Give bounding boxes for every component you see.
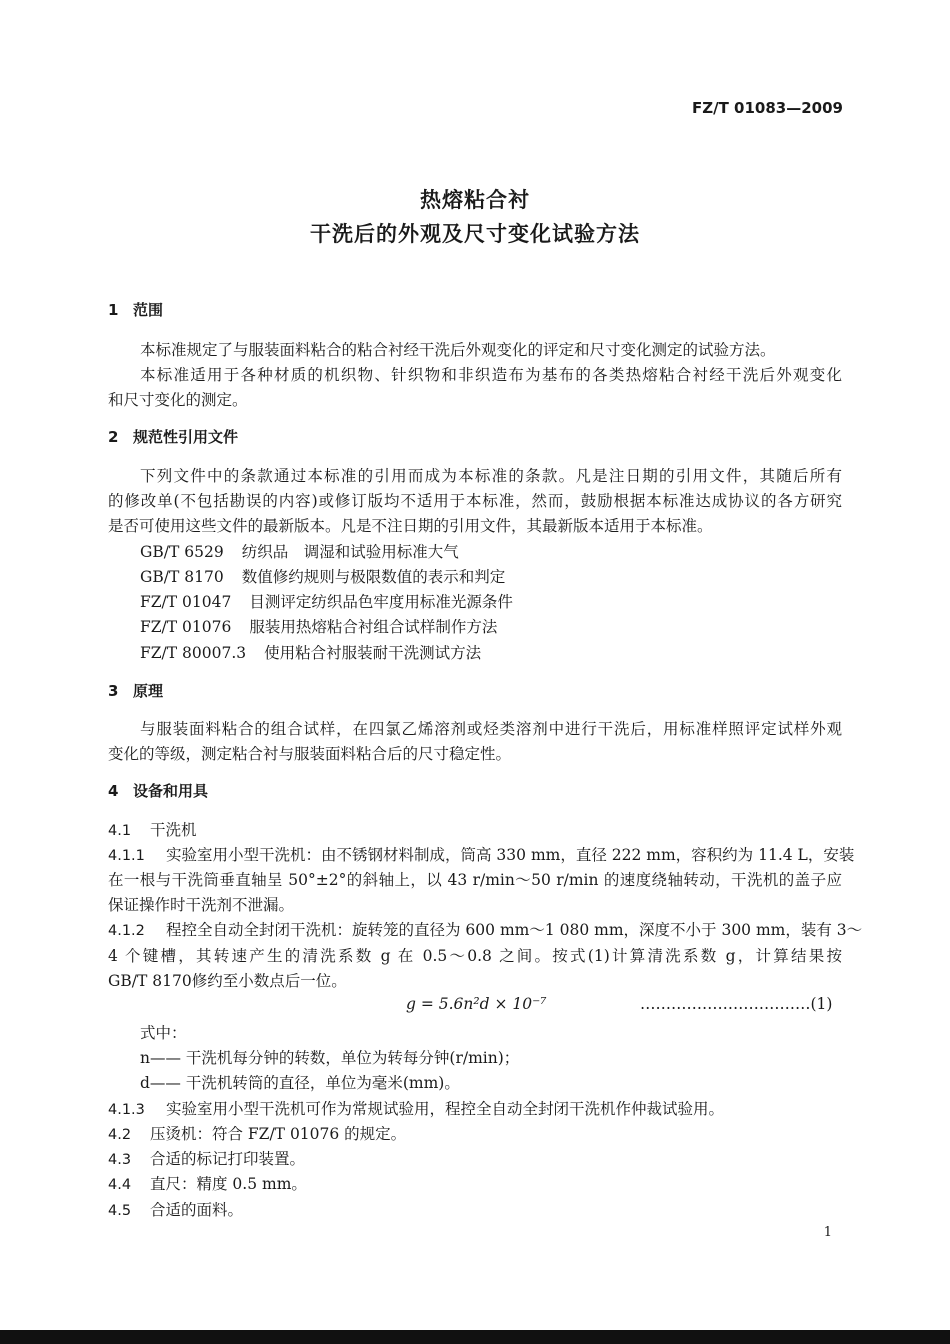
reference-item xyxy=(140,615,497,637)
reference-title: 数值修约规则与极限数值的表示和判定 xyxy=(241,568,506,586)
reference-code: FZ/T 01076 xyxy=(140,618,232,636)
where-item-n: n—— 干洗机每分钟的转数，单位为转每分钟(r/min)； xyxy=(140,1049,520,1067)
reference-title: 服装用热熔粘合衬组合试样制作方法 xyxy=(249,618,498,636)
subsection-text: 直尺：精度 0.5 mm。 xyxy=(150,1175,307,1193)
section-number: 3 xyxy=(108,682,119,700)
subsection-4-1 xyxy=(108,818,197,840)
subsection-number: 4.5 xyxy=(108,1203,132,1219)
subsection-text: 压烫机：符合 FZ/T 01076 的规定。 xyxy=(150,1125,407,1143)
section-number: 1 xyxy=(108,301,119,319)
section-title: 范围 xyxy=(133,301,164,319)
reference-item xyxy=(140,540,459,562)
paragraph-line: 变化的等级，测定粘合衬与服装面料粘合后的尺寸稳定性。 xyxy=(108,745,512,763)
subsection-4-1-1 xyxy=(108,843,855,865)
reference-title: 使用粘合衬服装耐干洗测试方法 xyxy=(264,644,482,662)
where-item-d: d—— 干洗机转筒的直径，单位为毫米(mm)。 xyxy=(140,1074,460,1092)
paragraph-line: 本标准规定了与服装面料粘合的粘合衬经干洗后外观变化的评定和尺寸变化测定的试验方法。 xyxy=(140,341,776,359)
subsection-number: 4.2 xyxy=(108,1127,132,1143)
subsection-number: 4.4 xyxy=(108,1177,132,1193)
subsection-text: 程控全自动全封闭干洗机：旋转笼的直径为 600 mm～1 080 mm，深度不小于 300 mm，装有 3～ xyxy=(166,921,863,939)
paragraph-line: 4 个键槽，其转速产生的清洗系数 g 在 0.5～0.8 之间。按式(1)计算清洗系数 g，计算结果按 xyxy=(108,947,842,965)
section-2-heading xyxy=(108,426,238,447)
section-1-heading xyxy=(108,299,163,320)
section-title: 规范性引用文件 xyxy=(133,428,239,446)
reference-code: FZ/T 01047 xyxy=(140,593,232,611)
section-4-heading xyxy=(108,780,208,801)
paragraph-line: 是否可使用这些文件的最新版本。凡是不注日期的引用文件，其最新版本适用于本标准。 xyxy=(108,517,713,535)
subsection-number: 4.3 xyxy=(108,1152,132,1168)
subsection-text: 实验室用小型干洗机：由不锈钢材料制成，筒高 330 mm，直径 222 mm，容积约为 11.4 L，安装 xyxy=(166,846,855,864)
where-label: 式中： xyxy=(140,1024,187,1042)
section-3-heading xyxy=(108,680,163,701)
reference-item xyxy=(140,565,505,587)
formula-number-label: (1) xyxy=(810,995,833,1013)
document-title-line1: 热熔粘合衬 xyxy=(420,188,530,212)
document-title-line2: 干洗后的外观及尺寸变化试验方法 xyxy=(310,222,640,246)
subsection-text: 干洗机 xyxy=(150,821,197,839)
subsection-4-1-2 xyxy=(108,918,863,940)
subsection-4-2 xyxy=(108,1122,406,1144)
section-title: 设备和用具 xyxy=(133,782,209,800)
paragraph-line: GB/T 8170修约至小数点后一位。 xyxy=(108,972,347,990)
formula-expression: g = 5.6n²d × 10⁻⁷ xyxy=(406,995,547,1013)
subsection-number: 4.1.1 xyxy=(108,848,145,864)
reference-title: 纺织品 调湿和试验用标准大气 xyxy=(241,543,459,561)
subsection-4-3 xyxy=(108,1147,305,1169)
paragraph-line: 和尺寸变化的测定。 xyxy=(108,391,248,409)
paragraph-line: 保证操作时干洗剂不泄漏。 xyxy=(108,896,295,914)
subsection-number: 4.1.3 xyxy=(108,1102,145,1118)
reference-title: 目测评定纺织品色牢度用标准光源条件 xyxy=(249,593,513,611)
subsection-number: 4.1.2 xyxy=(108,923,145,939)
reference-code: GB/T 6529 xyxy=(140,543,224,561)
formula-number xyxy=(640,995,832,1013)
paragraph-line: 本标准适用于各种材质的机织物、针织物和非织造布为基布的各类热熔粘合衬经干洗后外观变化 xyxy=(140,366,842,384)
reference-item xyxy=(140,590,513,612)
paragraph-line: 与服装面料粘合的组合试样，在四氯乙烯溶剂或烃类溶剂中进行干洗后，用标准样照评定试样外观 xyxy=(140,720,842,738)
section-number: 2 xyxy=(108,428,119,446)
reference-item xyxy=(140,641,481,663)
subsection-text: 实验室用小型干洗机可作为常规试验用，程控全自动全封闭干洗机作仲裁试验用。 xyxy=(166,1100,725,1118)
paragraph-line: 在一根与干洗筒垂直轴呈 50°±2°的斜轴上，以 43 r/min～50 r/min 的速度绕轴转动，干洗机的盖子应 xyxy=(108,871,842,889)
reference-code: FZ/T 80007.3 xyxy=(140,644,247,662)
subsection-4-4 xyxy=(108,1172,307,1194)
subsection-text: 合适的标记打印装置。 xyxy=(150,1150,306,1168)
subsection-number: 4.1 xyxy=(108,823,132,839)
bottom-edge-bar xyxy=(0,1330,950,1344)
reference-code: GB/T 8170 xyxy=(140,568,224,586)
subsection-4-1-3 xyxy=(108,1097,724,1119)
section-number: 4 xyxy=(108,782,119,800)
document-number: FZ/T 01083—2009 xyxy=(692,99,843,117)
paragraph-line: 下列文件中的条款通过本标准的引用而成为本标准的条款。凡是注日期的引用文件，其随后所有 xyxy=(140,467,842,485)
subsection-4-5 xyxy=(108,1198,243,1220)
paragraph-line: 的修改单(不包括勘误的内容)或修订版均不适用于本标准，然而，鼓励根据本标准达成协议的各方研究 xyxy=(108,492,842,510)
page-number: 1 xyxy=(823,1225,832,1240)
subsection-text: 合适的面料。 xyxy=(150,1201,244,1219)
section-title: 原理 xyxy=(133,682,164,700)
formula-leader-dots: …………………………… xyxy=(640,995,811,1013)
